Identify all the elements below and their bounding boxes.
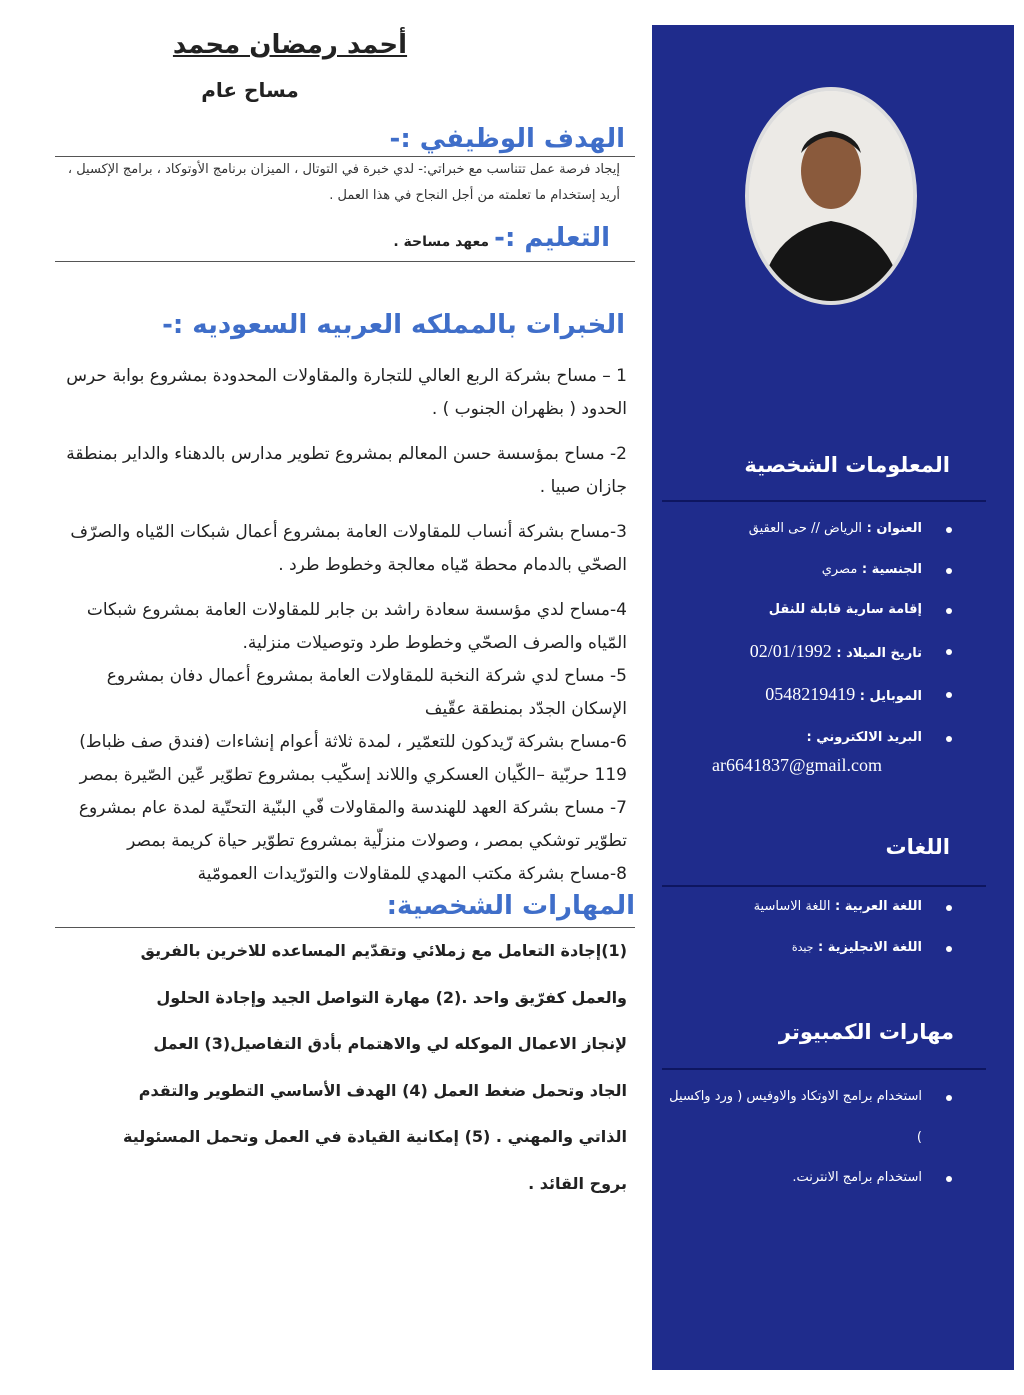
info-address: العنوان : الرياض // حى العقيق — [749, 509, 954, 550]
languages-heading: اللغات — [885, 835, 950, 859]
sidebar — [652, 25, 1014, 1370]
education — [55, 223, 610, 253]
divider — [662, 1068, 986, 1070]
personal-skills-heading: المهارات الشخصية: — [386, 891, 635, 921]
language-item: اللغة العربية : اللغة الاساسية — [754, 887, 954, 928]
personal-info-list — [749, 509, 954, 758]
experience-item: 2- مساح بمؤسسة حسن المعالم بمشروع تطوير مدارس بالدهناء والداير بمنطقة جازان صبيا . — [66, 444, 627, 497]
education-heading: التعليم :- — [494, 223, 610, 253]
profile-photo — [745, 87, 917, 305]
info-email-label: البريد الالكتروني : — [749, 718, 954, 759]
main-column — [55, 30, 645, 1207]
experience-item: 4-مساح لدي مؤسسة سعادة راشد بن جابر للمقاولات العامة بمشروع شبكات المّياه والصرف الصحّي وخطوط طرد وتوصيلات منزلية. — [86, 600, 627, 653]
experience-item: 3-مساح بشركة أنساب للمقاولات العامة بمشروع أعمال شبكات المّياه والصرّف الصحّي بالدمام محطة مّياه معالجة وخطوط طرد . — [70, 522, 627, 575]
computer-skills-heading: مهارات الكمبيوتر — [778, 1020, 954, 1044]
computer-skill-item: استخدام برامج الانترنت. — [664, 1158, 954, 1199]
experience-heading: الخبرات بالمملكه العربيه السعوديه :- — [162, 310, 625, 340]
experience-list — [55, 360, 645, 891]
experience-item: 6-مساح بشركة رّيدكون للتعمّير ، لمدة ثلاثة أعوام إنشاءات (فندق صف ظباط) 119 حربّية –الكّيان العسكري واللاند إسكّيب بمشروع تطوّير عّين الصّيرة بمصر — [79, 732, 627, 785]
personal-skills-text: (1)إجادة التعامل مع زملائي وتقدّيم المساعده للاخرين بالفريق والعمل كفرّيق واحد .(2) مهارة التواصل الجيد وإجادة الحلول لإنجاز الاعمال الموكله لي والاهتمام بأدق التفاصيل(3) العمل الجاد وتحمل ضغط العمل (4) الهدف الأساسي التطوير والتقدم الذاتي والمهني . (5) إمكانية القيادة في العمل وتحمل المسئولية بروح القائد . — [123, 941, 627, 1193]
objective-text: إيجاد فرصة عمل تتناسب مع خبراتي:- لدي خبرة في التوتال ، الميزان برنامج الأوتوكاد ، برامج الإكسيل ، أريد إستخدام ما تعلمته من أجل النجاح في هذا العمل . — [67, 162, 620, 203]
info-mobile: الموبايل : 0548219419 — [749, 674, 954, 718]
education-value: معهد مساحة . — [393, 234, 490, 250]
job-title: مساح عام — [201, 78, 299, 102]
objective-heading: الهدف الوظيفي :- — [389, 124, 625, 154]
computer-skills-list — [664, 1077, 954, 1199]
language-item: اللغة الانجليزية : جيدة — [754, 928, 954, 969]
divider — [55, 261, 635, 262]
computer-skill-item: استخدام برامج الاوتكاد والاوفيس ( ورد واكسيل ) — [664, 1077, 954, 1158]
candidate-name: أحمد رمضان محمد — [172, 30, 408, 60]
experience-item: 8-مساح بشركة مكتب المهدي للمقاولات والتورّيدات العمومّية — [197, 864, 627, 884]
info-residency: إقامة سارية قابلة للنقل — [749, 590, 954, 631]
personal-info-heading: المعلومات الشخصية — [744, 453, 950, 477]
divider — [662, 500, 986, 502]
email-address: ar6641837@gmail.com — [712, 755, 883, 775]
info-nationality: الجنسية : مصري — [749, 550, 954, 591]
experience-item: 7- مساح بشركة العهد للهندسة والمقاولات فّي البنّية التحتّية لمدة عام بمشروع تطوّير توشكي بمصر ، وصولات منزلّية بمشروع تطوّير حياة كريمة بمصر — [78, 798, 627, 851]
languages-list — [754, 887, 954, 968]
info-birthdate: تاريخ الميلاد : 02/01/1992 — [749, 631, 954, 675]
experience-item: 1 – مساح بشركة الربع العالي للتجارة والمقاولات المحدودة بمشروع بوابة حرس الحدود ( بظهران الجنوب ) . — [66, 366, 627, 419]
experience-item: 5- مساح لدي شركة النخبة للمقاولات العامة بمشروع أعمال دفان بمشروع الإسكان الجدّد بمنطقة عقّيف — [106, 666, 627, 719]
